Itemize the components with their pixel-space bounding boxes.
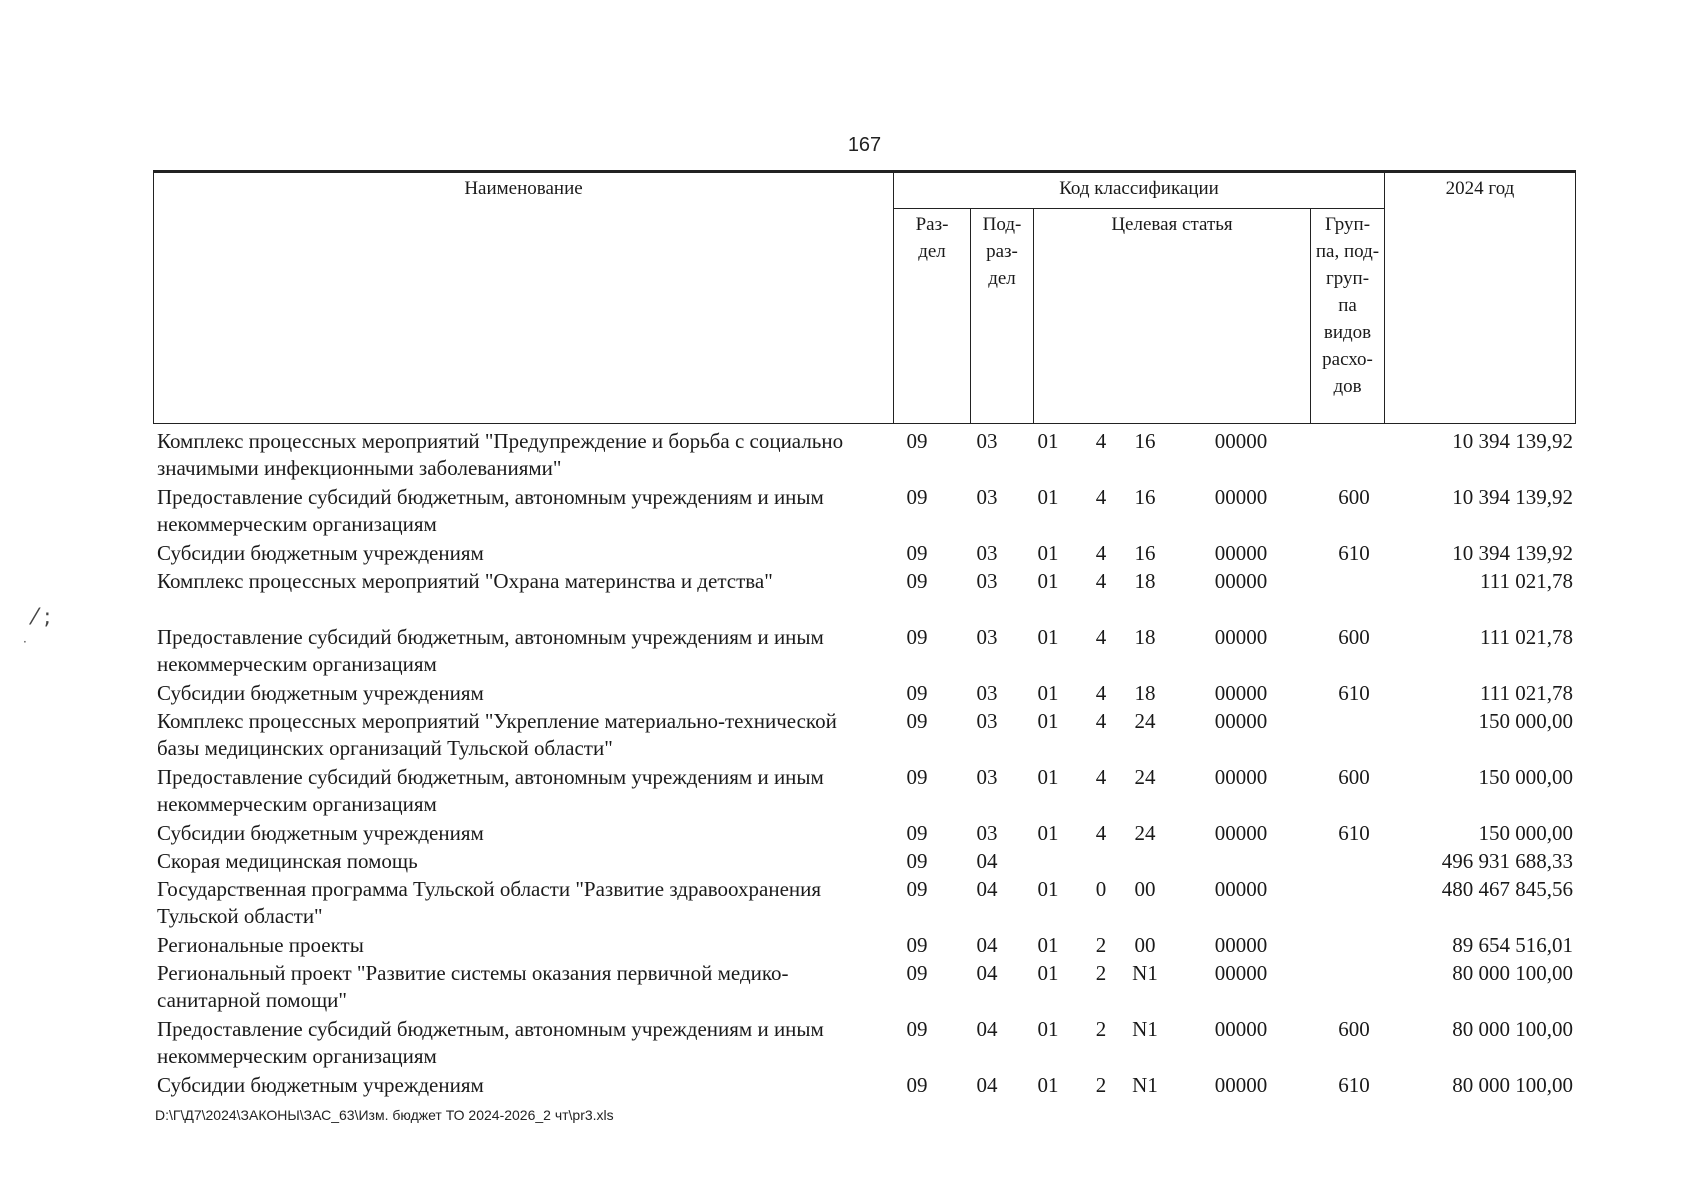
header-razdel: Раз- дел: [894, 209, 971, 424]
row-target-type: 4: [1095, 681, 1107, 705]
row-name: Предоставление субсидий бюджетным, автономным учреждениям и иным некоммерческим организациям: [157, 625, 824, 676]
row-target-program: 01: [1037, 1017, 1059, 1041]
header-name: Наименование: [154, 172, 894, 424]
table-row: [153, 876, 1575, 932]
row-podrazdel: 03: [976, 485, 998, 509]
row-target-direction: 00000: [1214, 877, 1268, 901]
table-row: [153, 568, 1575, 624]
row-name: Предоставление субсидий бюджетным, автономным учреждениям и иным некоммерческим организациям: [157, 1017, 824, 1068]
row-expense-group: 610: [1338, 681, 1370, 705]
row-target-program: 01: [1037, 429, 1059, 453]
table-row: [153, 960, 1575, 1016]
row-amount: 80 000 100,00: [1452, 1017, 1573, 1041]
row-target-item: N1: [1132, 1073, 1158, 1097]
row-amount: 150 000,00: [1478, 821, 1573, 845]
row-podrazdel: 03: [976, 429, 998, 453]
row-name: Предоставление субсидий бюджетным, автономным учреждениям и иным некоммерческим организациям: [157, 765, 824, 816]
row-target-item: 16: [1134, 485, 1156, 509]
row-target-program: 01: [1037, 625, 1059, 649]
row-target-direction: 00000: [1214, 569, 1268, 593]
row-target-program: 01: [1037, 821, 1059, 845]
row-amount: 150 000,00: [1478, 765, 1573, 789]
row-target-direction: 00000: [1214, 1017, 1268, 1041]
row-name: Комплекс процессных мероприятий "Предупреждение и борьба с социально значимыми инфекционными заболеваниями": [157, 429, 844, 480]
row-podrazdel: 04: [976, 1017, 998, 1041]
row-expense-group: 610: [1338, 541, 1370, 565]
row-target-direction: 00000: [1214, 933, 1268, 957]
row-razdel: 09: [906, 681, 928, 705]
table-row: [153, 540, 1575, 568]
header-code-group: Код классификации: [894, 172, 1385, 209]
row-target-type: 2: [1095, 1073, 1107, 1097]
row-target-item: 00: [1134, 877, 1156, 901]
row-target-direction: 00000: [1214, 485, 1268, 509]
row-expense-group: 600: [1338, 765, 1370, 789]
row-target-direction: 00000: [1214, 429, 1268, 453]
row-razdel: 09: [906, 877, 928, 901]
row-amount: 10 394 139,92: [1452, 541, 1573, 565]
row-name: Предоставление субсидий бюджетным, автономным учреждениям и иным некоммерческим организациям: [157, 485, 824, 536]
row-target-program: 01: [1037, 933, 1059, 957]
row-amount: 80 000 100,00: [1452, 961, 1573, 985]
row-target-program: 01: [1037, 569, 1059, 593]
row-razdel: 09: [906, 961, 928, 985]
row-amount: 111 021,78: [1480, 625, 1573, 649]
row-name: Скорая медицинская помощь: [157, 849, 418, 873]
row-target-direction: 00000: [1214, 709, 1268, 733]
row-target-item: 18: [1134, 625, 1156, 649]
row-target-direction: 00000: [1214, 961, 1268, 985]
table-row: [153, 624, 1575, 680]
row-name: Региональный проект "Развитие системы оказания первичной медико-санитарной помощи": [157, 961, 789, 1012]
row-razdel: 09: [906, 1073, 928, 1097]
row-podrazdel: 03: [976, 821, 998, 845]
row-razdel: 09: [906, 485, 928, 509]
row-podrazdel: 03: [976, 625, 998, 649]
row-target-type: 4: [1095, 821, 1107, 845]
row-target-program: 01: [1037, 541, 1059, 565]
row-name: Комплекс процессных мероприятий "Охрана материнства и детства": [157, 569, 773, 593]
header-group: Груп- па, под- груп- па видов расхо- дов: [1311, 209, 1385, 424]
table-row: [153, 848, 1575, 876]
header-year: 2024 год: [1385, 172, 1576, 424]
table-body: [153, 428, 1575, 1100]
header-target: Целевая статья: [1034, 209, 1311, 424]
row-razdel: 09: [906, 625, 928, 649]
row-target-type: 4: [1095, 569, 1107, 593]
table-row: [153, 764, 1575, 820]
row-expense-group: 610: [1338, 1073, 1370, 1097]
table-row: [153, 484, 1575, 540]
budget-table: [153, 170, 1575, 1100]
row-razdel: 09: [906, 765, 928, 789]
row-target-program: 01: [1037, 485, 1059, 509]
row-expense-group: 600: [1338, 625, 1370, 649]
row-razdel: 09: [906, 569, 928, 593]
row-target-program: 01: [1037, 709, 1059, 733]
scan-mark: ·: [23, 635, 27, 649]
row-target-item: 16: [1134, 429, 1156, 453]
row-podrazdel: 04: [976, 961, 998, 985]
row-razdel: 09: [906, 709, 928, 733]
table-header: [153, 170, 1576, 424]
row-target-item: 18: [1134, 681, 1156, 705]
row-target-type: 2: [1095, 933, 1107, 957]
row-target-item: 16: [1134, 541, 1156, 565]
row-target-type: 0: [1095, 877, 1107, 901]
row-target-program: 01: [1037, 765, 1059, 789]
scan-mark: ⁄ ;: [33, 605, 52, 630]
row-name: Государственная программа Тульской области "Развитие здравоохранения Тульской области": [157, 877, 822, 928]
row-amount: 111 021,78: [1480, 569, 1573, 593]
row-expense-group: 610: [1338, 821, 1370, 845]
row-target-program: 01: [1037, 877, 1059, 901]
row-amount: 496 931 688,33: [1441, 849, 1573, 873]
row-target-program: 01: [1037, 961, 1059, 985]
row-name: Субсидии бюджетным учреждениям: [157, 681, 484, 705]
row-podrazdel: 04: [976, 933, 998, 957]
row-target-direction: 00000: [1214, 541, 1268, 565]
row-target-item: N1: [1132, 1017, 1158, 1041]
row-name: Комплекс процессных мероприятий "Укрепление материально-технической базы медицинских организаций Тульской области": [157, 709, 837, 760]
row-razdel: 09: [906, 849, 928, 873]
row-target-item: 24: [1134, 765, 1156, 789]
table-row: [153, 428, 1575, 484]
row-amount: 89 654 516,01: [1452, 933, 1573, 957]
row-name: Региональные проекты: [157, 933, 364, 957]
row-target-direction: 00000: [1214, 765, 1268, 789]
table-row: [153, 1016, 1575, 1072]
table-row: [153, 1072, 1575, 1100]
row-podrazdel: 03: [976, 709, 998, 733]
row-expense-group: 600: [1338, 485, 1370, 509]
row-target-direction: 00000: [1214, 681, 1268, 705]
row-expense-group: 600: [1338, 1017, 1370, 1041]
table-row: [153, 708, 1575, 764]
row-target-program: 01: [1037, 681, 1059, 705]
row-target-item: 24: [1134, 709, 1156, 733]
row-podrazdel: 04: [976, 877, 998, 901]
file-path-footer: D:\Г\Д7\2024\ЗАКОНЫ\ЗАС_63\Изм. бюджет ТО 2024-2026_2 чт\pr3.xls: [155, 1107, 614, 1123]
row-target-item: 18: [1134, 569, 1156, 593]
row-target-type: 2: [1095, 1017, 1107, 1041]
row-razdel: 09: [906, 1017, 928, 1041]
row-target-item: N1: [1132, 961, 1158, 985]
row-podrazdel: 03: [976, 765, 998, 789]
row-amount: 80 000 100,00: [1452, 1073, 1573, 1097]
row-podrazdel: 04: [976, 1073, 998, 1097]
row-amount: 10 394 139,92: [1452, 485, 1573, 509]
row-amount: 111 021,78: [1480, 681, 1573, 705]
row-target-type: 4: [1095, 709, 1107, 733]
row-target-type: 4: [1095, 625, 1107, 649]
table-row: [153, 820, 1575, 848]
row-target-type: 4: [1095, 429, 1107, 453]
row-target-type: 4: [1095, 485, 1107, 509]
row-target-direction: 00000: [1214, 1073, 1268, 1097]
row-target-program: 01: [1037, 1073, 1059, 1097]
row-name: Субсидии бюджетным учреждениям: [157, 821, 484, 845]
row-razdel: 09: [906, 933, 928, 957]
row-podrazdel: 03: [976, 541, 998, 565]
row-razdel: 09: [906, 429, 928, 453]
row-podrazdel: 03: [976, 681, 998, 705]
row-amount: 480 467 845,56: [1441, 877, 1573, 901]
row-target-direction: 00000: [1214, 625, 1268, 649]
row-amount: 10 394 139,92: [1452, 429, 1573, 453]
header-podrazdel: Под- раз- дел: [971, 209, 1034, 424]
row-target-type: 2: [1095, 961, 1107, 985]
row-razdel: 09: [906, 541, 928, 565]
row-target-direction: 00000: [1214, 821, 1268, 845]
row-target-item: 00: [1134, 933, 1156, 957]
table-row: [153, 932, 1575, 960]
row-target-item: 24: [1134, 821, 1156, 845]
row-podrazdel: 04: [976, 849, 998, 873]
row-razdel: 09: [906, 821, 928, 845]
row-amount: 150 000,00: [1478, 709, 1573, 733]
row-name: Субсидии бюджетным учреждениям: [157, 1073, 484, 1097]
page-number: 167: [847, 134, 882, 156]
row-target-type: 4: [1095, 765, 1107, 789]
row-name: Субсидии бюджетным учреждениям: [157, 541, 484, 565]
row-podrazdel: 03: [976, 569, 998, 593]
table-row: [153, 680, 1575, 708]
row-target-type: 4: [1095, 541, 1107, 565]
